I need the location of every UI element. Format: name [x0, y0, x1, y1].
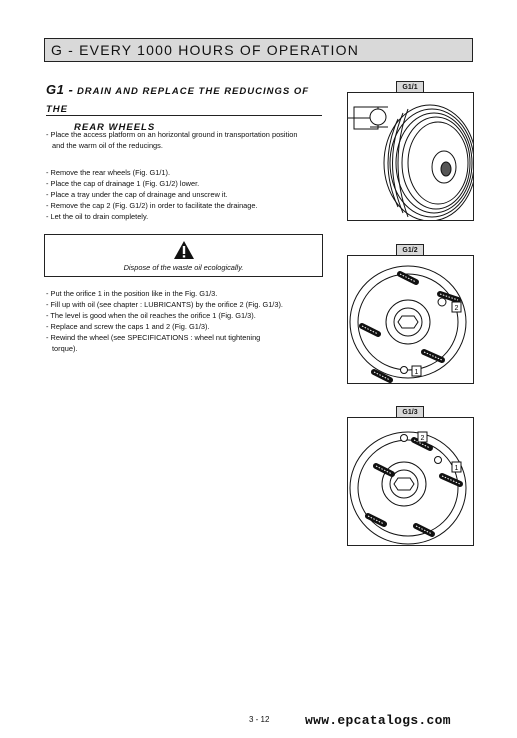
step-item: - Let the oil to drain completely.	[46, 212, 149, 221]
step-item: - The level is good when the oil reaches the orifice 1 (Fig. G1/3).	[46, 311, 256, 320]
wheel-illustration	[348, 93, 474, 221]
section-rule	[46, 115, 322, 116]
figure-g1-1	[347, 92, 474, 221]
callout-2: 2	[454, 305, 459, 312]
step-item: - Fill up with oil (see chapter : LUBRICANTS) by the orifice 2 (Fig. G1/3).	[46, 300, 283, 309]
step-item: torque).	[52, 344, 78, 353]
callout-1: 1	[454, 465, 459, 472]
section-title-line1: DRAIN AND REPLACE THE REDUCINGS OF THE	[46, 86, 310, 115]
warning-text: Dispose of the waste oil ecologically.	[123, 263, 244, 272]
section-title-line2: REAR WHEELS	[74, 122, 156, 133]
page-number: 3 - 12	[249, 715, 270, 724]
section-code: G1 -	[46, 82, 74, 97]
hub-illustration-rotated	[348, 418, 474, 546]
steps-refill	[46, 288, 324, 354]
step-item: - Replace and screw the caps 1 and 2 (Fig. G1/3).	[46, 322, 210, 331]
steps-intro	[46, 129, 324, 151]
hub-illustration	[348, 256, 474, 384]
step-item: and the warm oil of the reducings.	[52, 141, 163, 150]
step-item: - Place a tray under the cap of drainage and unscrew it.	[46, 190, 228, 199]
figure-label: G1/1	[396, 81, 424, 93]
callout-1: 1	[414, 369, 419, 376]
figure-label: G1/3	[396, 406, 424, 418]
warning-triangle-icon	[173, 240, 195, 260]
page-header: G - EVERY 1000 HOURS OF OPERATION	[44, 38, 473, 62]
step-item: - Remove the cap 2 (Fig. G1/2) in order to facilitate the drainage.	[46, 201, 258, 210]
step-item: - Place the access platform on an horizontal ground in transportation position	[46, 130, 298, 139]
step-item: - Rewind the wheel (see SPECIFICATIONS : wheel nut tightening	[46, 333, 261, 342]
step-item: - Remove the rear wheels (Fig. G1/1).	[46, 168, 171, 177]
step-item: - Put the orifice 1 in the position like in the Fig. G1/3.	[46, 289, 218, 298]
footer-url-link[interactable]: www.epcatalogs.com	[305, 713, 451, 728]
warning-box	[44, 234, 323, 277]
step-item: - Place the cap of drainage 1 (Fig. G1/2) lower.	[46, 179, 200, 188]
figure-g1-3	[347, 417, 474, 546]
figure-label: G1/2	[396, 244, 424, 256]
steps-drain	[46, 167, 324, 222]
figure-g1-2	[347, 255, 474, 384]
callout-2: 2	[420, 435, 425, 442]
